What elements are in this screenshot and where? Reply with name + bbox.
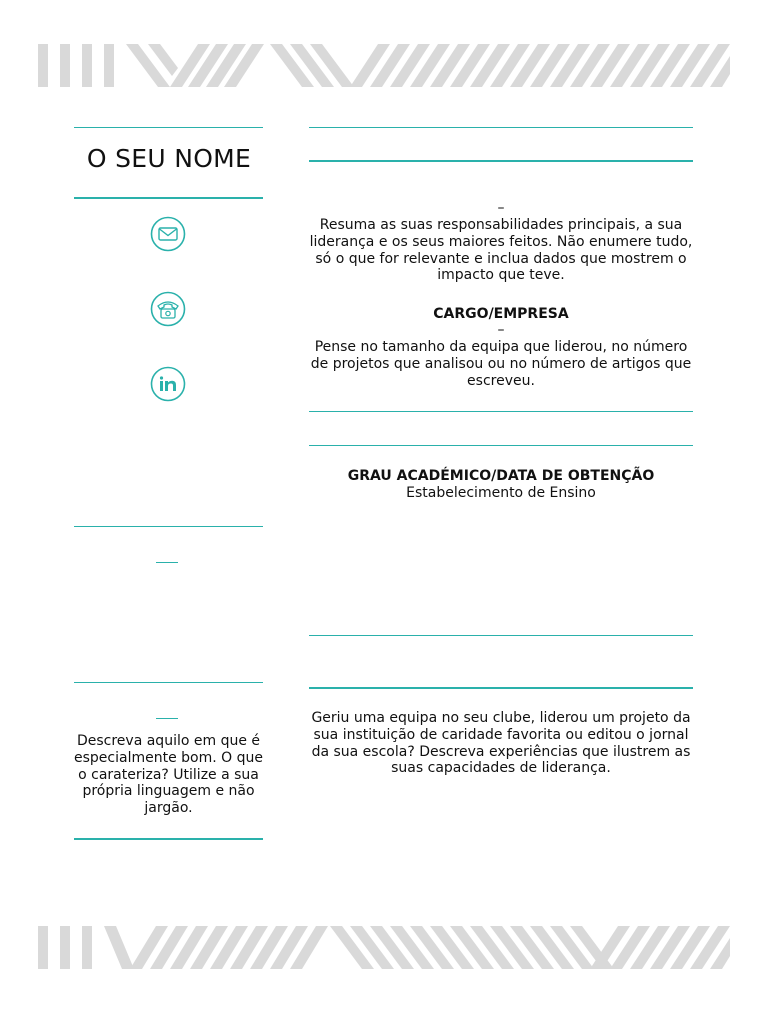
- education-degree: GRAU ACADÉMICO/DATA DE OBTENÇÃO: [347, 468, 655, 484]
- volunteering-description: Geriu uma equipa no seu clube, liderou um projeto da sua instituição de caridade favorita ou editou o jornal da sua escola? Descreva experiências que ilustrem as suas capacidades de liderança.: [311, 710, 691, 777]
- linkedin-icon[interactable]: [150, 366, 186, 402]
- sidebar-rule-1: [74, 127, 263, 128]
- education-institution: Estabelecimento de Ensino: [406, 485, 596, 501]
- sidebar-rule-2: [74, 197, 263, 199]
- main-rule-1: [309, 127, 693, 128]
- job-title: CARGO/EMPRESA: [433, 306, 569, 322]
- sidebar-rule-3: [74, 526, 263, 527]
- experience-summary: Resuma as suas responsabilidades principais, a sua liderança e os seus maiores feitos. Não enumere tudo, só o que for relevante e inclua dados que mostrem o impacto que teve.: [309, 217, 693, 284]
- top-decorative-band: [38, 44, 730, 87]
- email-icon[interactable]: [150, 216, 186, 252]
- experience-dash-2: –: [497, 322, 505, 338]
- job-details: Pense no tamanho da equipa que liderou, no número de projetos que analisou ou no número de artigos que escreveu.: [310, 339, 692, 389]
- sidebar-dash-2: [156, 718, 178, 719]
- sidebar-rule-4: [74, 682, 263, 683]
- main-rule-6: [309, 687, 693, 689]
- main-rule-3: [309, 411, 693, 412]
- main-rule-4: [309, 445, 693, 446]
- experience-dash-1: –: [497, 200, 505, 216]
- main-rule-2: [309, 160, 693, 162]
- sidebar-rule-5: [74, 838, 263, 840]
- skills-description: Descreva aquilo em que é especialmente bom. O que o carateriza? Utilize a sua própria linguagem e não jargão.: [74, 733, 263, 817]
- person-name: O SEU NOME: [86, 144, 252, 173]
- bottom-decorative-band: [38, 926, 730, 969]
- phone-icon[interactable]: [150, 291, 186, 327]
- sidebar-dash-1: [156, 562, 178, 563]
- main-rule-5: [309, 635, 693, 636]
